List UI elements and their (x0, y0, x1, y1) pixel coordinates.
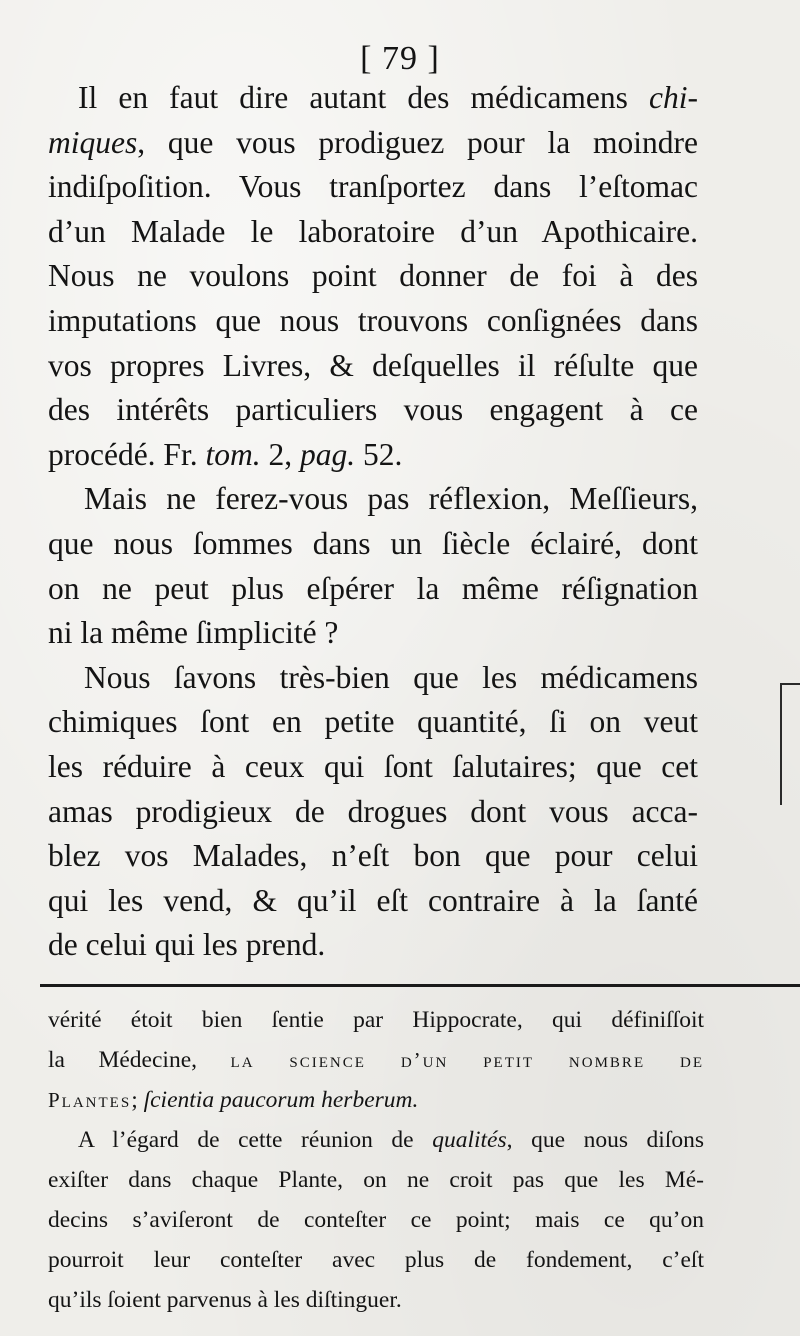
footnote-rule (40, 984, 800, 987)
text-run: decins s’aviſeront de conteſter ce point; mais ce qu’on (48, 1207, 704, 1233)
text-run: blez vos Malades, n’eſt bon que pour celui (48, 838, 698, 874)
text-line (48, 344, 698, 389)
text-run: de celui qui les prend. (48, 927, 326, 963)
text-line (48, 1120, 704, 1160)
text-line (48, 165, 698, 210)
text-line (48, 611, 698, 656)
text-line (48, 656, 698, 701)
text-run: les réduire à ceux qui ſont ſalutaires; que cet (48, 748, 698, 784)
text-run: que nous ſommes dans un ſiècle éclairé, dont (48, 525, 698, 561)
text-line (48, 923, 698, 968)
text-run: Il en faut dire autant des médicamens (78, 80, 650, 115)
text-line (48, 1160, 704, 1200)
italic-text: tom. (205, 436, 261, 472)
footnote-lines (48, 1000, 704, 1320)
text-run: qui les vend, & qu’il eſt contraire à la ſanté (48, 882, 698, 918)
text-run: ; (131, 1087, 144, 1113)
text-line (48, 121, 698, 166)
text-run: on ne peut plus eſpérer la même réſignation (48, 570, 698, 606)
text-run: ni la même ſimplicité ? (48, 615, 339, 651)
text-line (48, 254, 698, 299)
text-run: Mais ne ferez-vous pas réflexion, Meſſieurs, (84, 481, 698, 517)
text-run: la Médecine, (48, 1047, 231, 1073)
text-run: amas prodigieux de drogues dont vous acca- (48, 793, 698, 829)
small-caps-text: Plantes (48, 1088, 132, 1112)
italic-text: qualités (432, 1127, 507, 1153)
main-text (48, 76, 698, 968)
text-run: vos propres Livres, & deſquelles il réſulte que (48, 347, 698, 383)
text-line (48, 433, 698, 478)
text-line (48, 1280, 704, 1320)
text-run: exiſter dans chaque Plante, on ne croit pas que les Mé- (48, 1167, 704, 1193)
page-number: [ 79 ] (360, 40, 440, 77)
text-line (48, 522, 698, 567)
text-line (48, 1000, 704, 1040)
margin-bracket (780, 683, 800, 805)
text-run: qu’ils ſoient parvenus à les diſtinguer. (48, 1287, 402, 1313)
text-line (48, 1240, 704, 1280)
text-run: Nous ſavons très-bien que les médicamens (84, 659, 698, 695)
text-line (48, 1200, 704, 1240)
text-line (48, 1040, 704, 1080)
italic-text: pag. (299, 436, 356, 472)
text-run: Nous ne voulons point donner de foi à des (48, 258, 698, 294)
text-line (48, 700, 698, 745)
text-run: des intérêts particuliers vous engagent à ce (48, 392, 698, 428)
text-run: indiſpoſition. Vous tranſportez dans l’eſtomac (48, 169, 698, 205)
text-run: pourroit leur conteſter avec plus de fondement, c’eſt (48, 1247, 704, 1273)
text-line (48, 477, 698, 522)
text-line (48, 879, 698, 924)
footnote (48, 1000, 704, 1320)
italic-text: chi- (649, 80, 698, 115)
text-run: vérité étoit bien ſentie par Hippocrate, qui définiſſoit (48, 1007, 704, 1033)
text-line (48, 76, 698, 121)
text-line (48, 834, 698, 879)
text-run: , que vous prodiguez pour la moindre (137, 124, 698, 160)
main-text-lines (48, 76, 698, 968)
text-run: procédé. Fr. (48, 436, 206, 472)
small-caps-text: la science d’un petit nombre de (230, 1048, 704, 1072)
text-line (48, 388, 698, 433)
text-run: chimiques ſont en petite quantité, ſi on veut (48, 704, 698, 740)
italic-text: ſcientia paucorum herberum. (143, 1087, 419, 1113)
text-run: imputations que nous trouvons conſignées dans (48, 302, 698, 338)
text-line (48, 567, 698, 612)
text-run: 2, (260, 436, 300, 472)
text-line (48, 1080, 704, 1120)
text-run: 52. (355, 436, 403, 472)
text-line (48, 210, 698, 255)
text-run: A l’égard de cette réunion de (78, 1127, 433, 1153)
italic-text: miques (48, 124, 138, 160)
text-line (48, 790, 698, 835)
text-line (48, 745, 698, 790)
text-run: d’un Malade le laboratoire d’un Apothicaire. (48, 213, 698, 249)
text-run: , que nous diſons (506, 1127, 704, 1153)
text-line (48, 299, 698, 344)
